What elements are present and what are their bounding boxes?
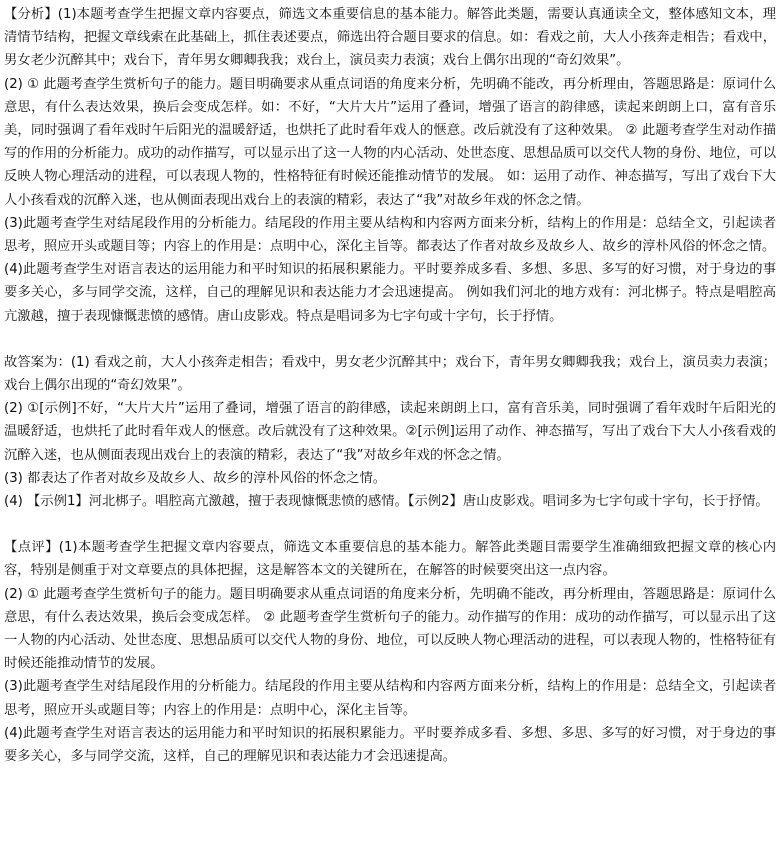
comment-paragraph-3: (3)此题考查学生对结尾段作用的分析能力。结尾段的作用主要从结构和内容两方面来分析，结构上的作用是：总结全文，引起读者思考，照应开头或题目等；内容上的作用是：点明中心，深化主旨等。 <box>4 679 776 718</box>
answer-paragraph-3: (3) 都表达了作者对故乡及故乡人、故乡的淳朴风俗的怀念之情。 <box>4 470 387 486</box>
analysis-paragraph-1: 【分析】(1)本题考查学生把握文章内容要点，筛选文本重要信息的基本能力。解答此类题，需要认真通读全文，整体感知文本，理清情节结构，把握文章线索在此基础上，抓住表述要点，筛选出符合题目要求的信息。如：看戏之前，大人小孩奔走相告；看戏中，男女老少沉醉其中；戏台下，青年男女卿卿我我；戏台上，演员卖力表演；戏台上偶尔出现的“奇幻效果”。 <box>4 7 776 69</box>
section-gap <box>4 328 776 351</box>
analysis-paragraph-2: (2) ① 此题考查学生赏析句子的能力。题目明确要求从重点词语的角度来分析，先明确不能改，再分析理由，答题思路是：原词什么意思，有什么表达效果，换后会变成怎样。如：不好，“大片大片”运用了叠词，增强了语言的韵律感，读起来朗朗上口，富有音乐美，同时强调了看年戏时午后阳光的温暖舒适，也烘托了此时看年戏人的惬意。改后就没有了这种效果。 ② 此题考查学生对动作描写的作用的分析能力。成功的动作描写，可以显示出了这一人物的内心活动、处世态度、思想品质可以交代人物的身份、地位，可以反映人物心理活动的进程，可以表现人物的，性格特征有时候还能推动情节的发展。 如：运用了动作、神态描写，写出了戏台下大人小孩看戏的沉醉入迷，也从侧面表现出戏台上的表演的精彩，表达了“我”对故乡年戏的怀念之情。 <box>4 76 776 208</box>
answer-paragraph-2: (2) ①[示例]不好，“大片大片”运用了叠词，增强了语言的韵律感，读起来朗朗上口，富有音乐美，同时强调了看年戏时午后阳光的温暖舒适，也烘托了此时看年戏人的惬意。改后就没有了这种效果。②[示例]运用了动作、神态描写，写出了戏台下大人小孩看戏的沉醉入迷，也从侧面表现出戏台上的表演的精彩，表达了“我”对故乡年戏的怀念之情。 <box>4 401 776 463</box>
answer-paragraph-4: (4) 【示例1】河北梆子。唱腔高亢激越，擅于表现慷慨悲愤的感情。【示例2】唐山皮影戏。唱词多为七字句或十字句，长于抒情。 <box>4 494 769 510</box>
analysis-paragraph-3: (3)此题考查学生对结尾段作用的分析能力。结尾段的作用主要从结构和内容两方面来分析，结构上的作用是：总结全文，引起读者思考，照应开头或题目等；内容上的作用是：点明中心，深化主旨等。都表达了作者对故乡及故乡人、故乡的淳朴风俗的怀念之情。 <box>4 215 776 255</box>
section-gap <box>4 513 776 536</box>
comment-paragraph-1: 【点评】(1)本题考查学生把握文章内容要点，筛选文本重要信息的基本能力。解答此类题目需要学生准确细致把握文章的核心内容，特别是侧重于对文章要点的具体把握，这是解答本文的关键所在，在解答的时候要突出这一点内容。 <box>4 540 776 579</box>
comment-paragraph-4: (4)此题考查学生对语言表达的运用能力和平时知识的拓展积累能力。平时要养成多看、多想、多思、多写的好习惯，对于身边的事要多关心，多与同学交流，这样，自己的理解见识和表达能力才会迅速提高。 <box>4 725 776 765</box>
comment-paragraph-2: (2) ① 此题考查学生赏析句子的能力。题目明确要求从重点词语的角度来分析，先明确不能改，再分析理由，答题思路是：原词什么意思，有什么表达效果，换后会变成怎样。 ② 此题考查学生赏析句子的能力。动作描写的作用：成功的动作描写，可以显示出了这一人物的内心活动、处世态度、思想品质可以交代人物的身份、地位，可以反映人物心理活动的进程，可以表现人物的，性格特征有时候还能推动情节的发展。 <box>4 586 776 672</box>
analysis-paragraph-4: (4)此题考查学生对语言表达的运用能力和平时知识的拓展积累能力。平时要养成多看、多想、多思、多写的好习惯，对于身边的事要多关心，多与同学交流，这样，自己的理解见识和表达能力才会迅速提高。 例如我们河北的地方戏有：河北梆子。特点是唱腔高亢激越，擅于表现慷慨悲愤的感情。唐山皮影戏。特点是唱词多为七字句或十字句，长于抒情。 <box>4 262 776 324</box>
comment-section <box>4 536 776 768</box>
analysis-section <box>4 3 776 328</box>
answer-paragraph-1: 故答案为：(1) 看戏之前，大人小孩奔走相告；看戏中，男女老少沉醉其中；戏台下，青年男女卿卿我我；戏台上，演员卖力表演；戏台上偶尔出现的“奇幻效果”。 <box>4 354 776 394</box>
answer-section <box>4 351 776 513</box>
